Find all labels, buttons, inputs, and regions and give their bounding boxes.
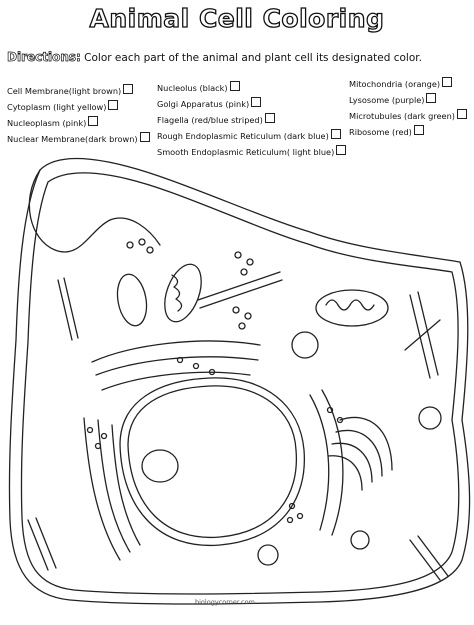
cell-membrane [9, 159, 469, 604]
legend-item [7, 83, 150, 99]
legend-item [157, 96, 346, 112]
color-checkbox[interactable] [457, 109, 467, 119]
legend-item-label: Rough Endoplasmic Reticulum (dark blue) [157, 131, 329, 141]
directions-text: Color each part of the animal and plant cell its designated color. [84, 52, 422, 64]
legend-item-label: Nuclear Membrane(dark brown) [7, 134, 138, 144]
color-checkbox[interactable] [108, 100, 118, 110]
legend-item-label: Mitochondria (orange) [349, 79, 441, 89]
lysosomes [258, 332, 441, 565]
legend-item-label: Ribosome (red) [349, 127, 412, 137]
color-checkbox[interactable] [414, 125, 424, 135]
nuclear-membrane-inner [128, 386, 296, 538]
legend-item-label: Golgi Apparatus (pink) [157, 99, 250, 109]
legend-item [157, 80, 346, 96]
legend-item [7, 131, 150, 147]
legend-item-label: Flagella (red/blue striped) [157, 115, 263, 125]
legend-item-label: Lysosome (purple) [349, 95, 425, 105]
legend-item [349, 76, 467, 92]
legend-item-label: Microtubules (dark green) [349, 111, 455, 121]
nucleus [120, 378, 304, 546]
watermark: biologycorner.com [195, 598, 255, 606]
legend-item-label: Smooth Endoplasmic Reticulum( light blue) [157, 147, 335, 157]
color-checkbox[interactable] [331, 129, 341, 139]
color-checkbox[interactable] [426, 93, 436, 103]
color-checkbox[interactable] [265, 113, 275, 123]
color-checkbox[interactable] [140, 132, 150, 142]
legend-item-label: Cell Membrane(light brown) [7, 86, 122, 96]
legend-column-1 [7, 83, 150, 147]
color-checkbox[interactable] [88, 116, 98, 126]
legend-item-label: Nucleoplasm (pink) [7, 118, 87, 128]
color-checkbox[interactable] [230, 81, 240, 91]
page-title: Animal Cell Coloring [89, 4, 385, 33]
color-checkbox[interactable] [251, 97, 261, 107]
cell-membrane-inner [21, 173, 458, 594]
legend-item-label: Cytoplasm (light yellow) [7, 102, 107, 112]
color-checkbox[interactable] [123, 84, 133, 94]
legend-item-label: Nucleolus (black) [157, 83, 228, 93]
legend-item [157, 128, 346, 144]
nuclear-membrane [120, 378, 304, 546]
legend-column-2 [157, 80, 346, 160]
ribosomes [88, 239, 343, 523]
directions [7, 50, 469, 64]
legend-item [349, 124, 467, 140]
legend-column-3 [349, 76, 467, 140]
legend-item [349, 108, 467, 124]
directions-label: Directions: [7, 50, 81, 64]
legend-item [7, 115, 150, 131]
nucleolus [142, 450, 178, 482]
color-checkbox[interactable] [442, 77, 452, 87]
legend-item [349, 92, 467, 108]
animal-cell-diagram[interactable] [0, 150, 474, 615]
legend-item [7, 99, 150, 115]
legend-item [157, 112, 346, 128]
